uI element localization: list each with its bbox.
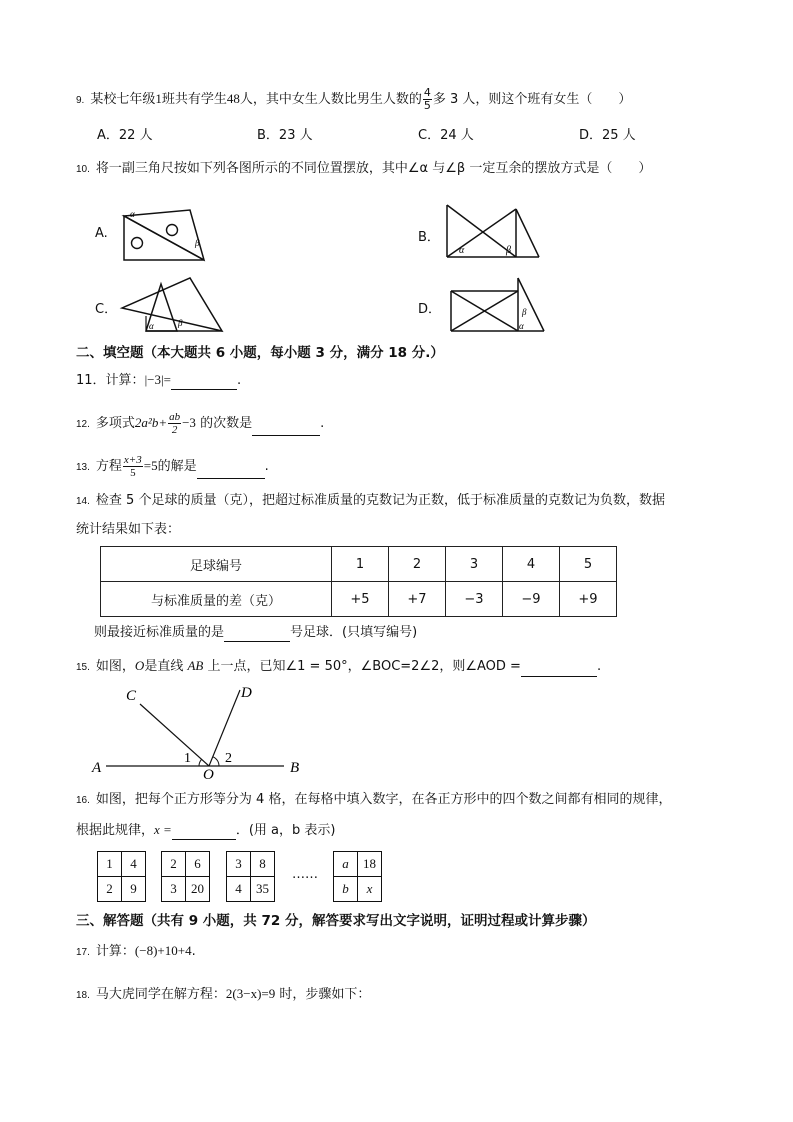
question-text: 根据此规律， bbox=[76, 823, 155, 838]
question-number: 17. bbox=[76, 947, 90, 958]
square-cell: 2 bbox=[106, 881, 113, 896]
table-cell: +7 bbox=[389, 582, 446, 617]
table-cell: 5 bbox=[560, 547, 617, 582]
beta-label: β bbox=[506, 245, 511, 256]
alpha-label: α bbox=[519, 321, 524, 331]
table-cell: −9 bbox=[503, 582, 560, 617]
number-square-2 bbox=[161, 851, 210, 902]
table-cell: 3 bbox=[446, 547, 503, 582]
table-cell: 4 bbox=[503, 547, 560, 582]
question-number: 15. bbox=[76, 662, 90, 673]
question-18 bbox=[76, 985, 370, 1005]
punctuation: . bbox=[236, 373, 242, 388]
punctuation: . bbox=[191, 944, 196, 959]
answer-blank[interactable] bbox=[172, 825, 236, 840]
square-cell: 6 bbox=[194, 856, 201, 871]
option-d: D．25 人 bbox=[579, 128, 636, 143]
question-number: 13. bbox=[76, 462, 90, 473]
triangle-figure-b bbox=[442, 202, 542, 262]
question-text: 计算： bbox=[105, 373, 145, 388]
math-expression: 2(3−x)=9 bbox=[225, 986, 276, 1001]
square-cell: 9 bbox=[130, 881, 137, 896]
beta-label: β bbox=[522, 307, 527, 317]
number: 1 bbox=[155, 91, 162, 106]
table-cell: −3 bbox=[446, 582, 503, 617]
square-cell: 1 bbox=[106, 856, 113, 871]
question-text: 班共有学生 bbox=[161, 92, 227, 107]
table-cell: 2 bbox=[389, 547, 446, 582]
math-expression: −3 bbox=[182, 415, 196, 430]
math-expression: |−3|= bbox=[144, 372, 171, 387]
angle-2-label: 2 bbox=[225, 751, 232, 766]
question-13 bbox=[76, 454, 269, 479]
question-text: ．(用 a，b 表示) bbox=[235, 823, 336, 838]
question-text: 号足球．(只填写编号) bbox=[290, 625, 418, 640]
fraction bbox=[123, 454, 143, 479]
question-12 bbox=[76, 411, 324, 436]
square-cell: 3 bbox=[170, 881, 177, 896]
number-square-3 bbox=[226, 851, 275, 902]
denominator: 5 bbox=[130, 467, 136, 479]
question-number: 14. bbox=[76, 496, 90, 507]
question-11 bbox=[76, 371, 241, 390]
alpha-label: α bbox=[149, 321, 154, 331]
question-text: 是直线 bbox=[144, 659, 184, 674]
question-text: 将一副三角尺按如下列各图所示的不同位置摆放，其中∠α 与∠β 一定互余的摆放方式是（ ） bbox=[95, 161, 652, 176]
question-text: 某校七年级 bbox=[90, 92, 156, 107]
table-header-row bbox=[101, 547, 617, 582]
point-d-label: D bbox=[241, 685, 252, 701]
number-square-1 bbox=[97, 851, 146, 902]
square-cell: 8 bbox=[259, 856, 266, 871]
math-expression: (−8)+10+4 bbox=[134, 943, 192, 958]
figure-label-b: B． bbox=[418, 230, 440, 245]
square-cell: a bbox=[342, 856, 349, 871]
table-cell: 足球编号 bbox=[101, 547, 332, 582]
angle-1-label: 1 bbox=[184, 751, 191, 766]
square-cell: 2 bbox=[170, 856, 177, 871]
number-square-4 bbox=[333, 851, 382, 902]
square-cell: x bbox=[366, 881, 373, 896]
table-cell: 1 bbox=[332, 547, 389, 582]
question-text: 的解是 bbox=[157, 459, 197, 474]
question-number: 9. bbox=[76, 95, 85, 106]
ball-mass-table bbox=[100, 546, 617, 617]
option-b: B．23 人 bbox=[257, 128, 313, 143]
question-number: 11． bbox=[76, 373, 106, 388]
square-cell: 18 bbox=[363, 856, 376, 871]
square-cell: 4 bbox=[235, 881, 242, 896]
table-cell: +9 bbox=[560, 582, 617, 617]
question-14-line2: 统计结果如下表： bbox=[76, 522, 181, 537]
question-text: 检查 5 个足球的质量（克），把超过标准质量的克数记为正数，低于标准质量的克数记为负数，数据 bbox=[95, 493, 665, 508]
point-a-label: A bbox=[92, 760, 102, 776]
angle-figure bbox=[88, 682, 318, 782]
question-text: 计算： bbox=[95, 944, 135, 959]
question-number: 16. bbox=[76, 795, 90, 806]
fraction bbox=[423, 87, 432, 112]
alpha-label: α bbox=[130, 209, 135, 219]
math-expression: x = bbox=[154, 822, 172, 837]
numerator: 4 bbox=[423, 86, 431, 99]
fraction bbox=[168, 411, 181, 436]
point-o-label: O bbox=[203, 767, 214, 782]
square-cell: 20 bbox=[191, 881, 204, 896]
question-number: 18. bbox=[76, 990, 90, 1001]
question-9 bbox=[76, 87, 631, 112]
denominator: 5 bbox=[423, 99, 431, 112]
table-cell: +5 bbox=[332, 582, 389, 617]
table-cell: 与标准质量的差（克） bbox=[101, 582, 332, 617]
square-cell: 35 bbox=[256, 881, 269, 896]
denominator: 2 bbox=[171, 424, 178, 436]
punctuation: . bbox=[320, 416, 325, 431]
punctuation: . bbox=[264, 459, 269, 474]
question-text: 马大虎同学在解方程： bbox=[95, 987, 226, 1002]
triangle-figure-a bbox=[118, 208, 210, 263]
question-14-answer bbox=[94, 624, 417, 642]
answer-blank[interactable] bbox=[252, 421, 320, 436]
number: 48 bbox=[226, 91, 240, 106]
question-text: 多项式 bbox=[95, 416, 135, 431]
question-number: 12. bbox=[76, 419, 90, 430]
figure-label-a: A. bbox=[95, 226, 108, 241]
question-16 bbox=[76, 791, 671, 810]
question-text: 上一点，已知∠1 = 50°，∠BOC=2∠2，则∠AOD = bbox=[207, 659, 521, 674]
section-heading-answer: 三、解答题（共有 9 小题，共 72 分，解答要求写出文字说明，证明过程或计算步骤） bbox=[76, 913, 596, 929]
math-expression: =5 bbox=[143, 458, 158, 473]
square-cell: 3 bbox=[235, 856, 242, 871]
alpha-label: α bbox=[459, 245, 465, 256]
numerator: ab bbox=[169, 411, 181, 423]
numerator: x+3 bbox=[123, 454, 142, 466]
question-text: 多 3 人，则这个班有女生（ ） bbox=[432, 92, 632, 107]
square-cell: b bbox=[342, 881, 349, 896]
math-expression: 2a²b+ bbox=[134, 415, 168, 430]
answer-blank[interactable] bbox=[521, 662, 597, 677]
punctuation: . bbox=[596, 659, 602, 674]
table-row bbox=[101, 582, 617, 617]
line-label: AB bbox=[187, 658, 204, 673]
point-c-label: C bbox=[126, 688, 137, 704]
figure-label-d: D． bbox=[418, 302, 442, 317]
question-16-line2 bbox=[76, 821, 335, 840]
square-cell: 4 bbox=[130, 856, 137, 871]
question-text: 的次数是 bbox=[200, 416, 253, 431]
question-17 bbox=[76, 942, 196, 962]
option-c: C．24 人 bbox=[418, 128, 474, 143]
triangle-figure-d bbox=[446, 274, 546, 334]
ellipsis: …… bbox=[292, 867, 318, 882]
question-text: 如图， bbox=[95, 659, 135, 674]
question-10 bbox=[76, 160, 651, 179]
question-number: 10. bbox=[76, 164, 90, 175]
question-15 bbox=[76, 657, 601, 677]
question-text: 则最接近标准质量的是 bbox=[94, 625, 225, 640]
section-heading-fill-in: 二、填空题（本大题共 6 小题，每小题 3 分，满分 18 分.） bbox=[76, 345, 444, 361]
beta-label: β bbox=[178, 318, 183, 328]
point-b-label: B bbox=[290, 760, 300, 776]
option-a: A．22 人 bbox=[97, 128, 153, 143]
figure-label-c: C． bbox=[95, 302, 118, 317]
triangle-figure-c bbox=[118, 274, 226, 334]
question-text: 方程 bbox=[95, 459, 122, 474]
answer-blank[interactable] bbox=[197, 464, 265, 479]
question-text: 如图，把每个正方形等分为 4 格，在每格中填入数字，在各正方形中的四个数之间都有相同的规律， bbox=[95, 792, 672, 807]
answer-blank[interactable] bbox=[224, 627, 290, 642]
question-text: 人，其中女生人数比男生人数的 bbox=[239, 92, 422, 107]
beta-label: β bbox=[195, 238, 200, 248]
question-14 bbox=[76, 492, 665, 511]
answer-blank[interactable] bbox=[171, 375, 237, 390]
question-text: 时，步骤如下： bbox=[279, 987, 371, 1002]
point-label: O bbox=[134, 658, 145, 673]
